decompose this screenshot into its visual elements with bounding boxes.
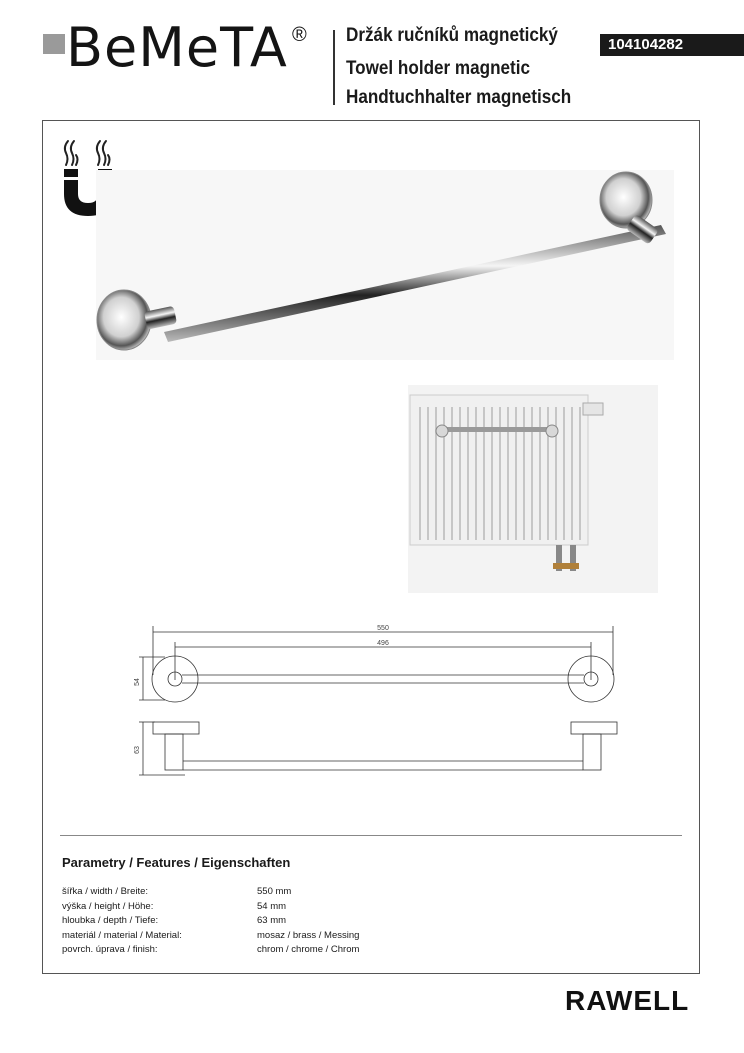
param-label: povrch. úprava / finish: [62,944,158,955]
param-value: chrom / chrome / Chrom [257,944,360,955]
radiator-photo [408,385,658,593]
registered-mark: ® [292,24,307,46]
param-label: hloubka / depth / Tiefe: [62,915,159,926]
dim-width-label: 550 [377,625,389,632]
param-value: mosaz / brass / Messing [257,929,360,941]
param-row [62,929,462,944]
product-photo [96,170,674,360]
section-divider [60,835,682,836]
dim-depth-label: 63 [134,746,141,754]
param-row [62,900,462,915]
title-czech: Držák ručníků magnetický [346,25,558,46]
params-title: Parametry / Features / Eigenschaften [62,855,291,870]
dim-inner-label: 496 [377,640,389,647]
param-label: materiál / material / Material: [62,929,182,941]
param-row [62,885,462,900]
logo-square [43,34,65,54]
params-table [62,885,462,958]
title-german: Handtuchhalter magnetisch [346,87,572,108]
param-value: 550 mm [257,886,292,897]
param-row [62,943,462,958]
param-value: 54 mm [257,900,287,912]
param-value: 63 mm [257,915,287,926]
technical-drawing [125,620,625,790]
dim-height-label: 54 [134,678,141,686]
brand-logo: BeMeTA [66,16,288,79]
header-divider [333,30,335,105]
param-label: šířka / width / Breite: [62,886,149,897]
product-code-badge: 104104282 [600,34,744,56]
title-english: Towel holder magnetic [346,58,531,79]
series-name: RAWELL [565,985,690,1016]
param-row [62,914,462,929]
param-label: výška / height / Höhe: [62,900,154,912]
